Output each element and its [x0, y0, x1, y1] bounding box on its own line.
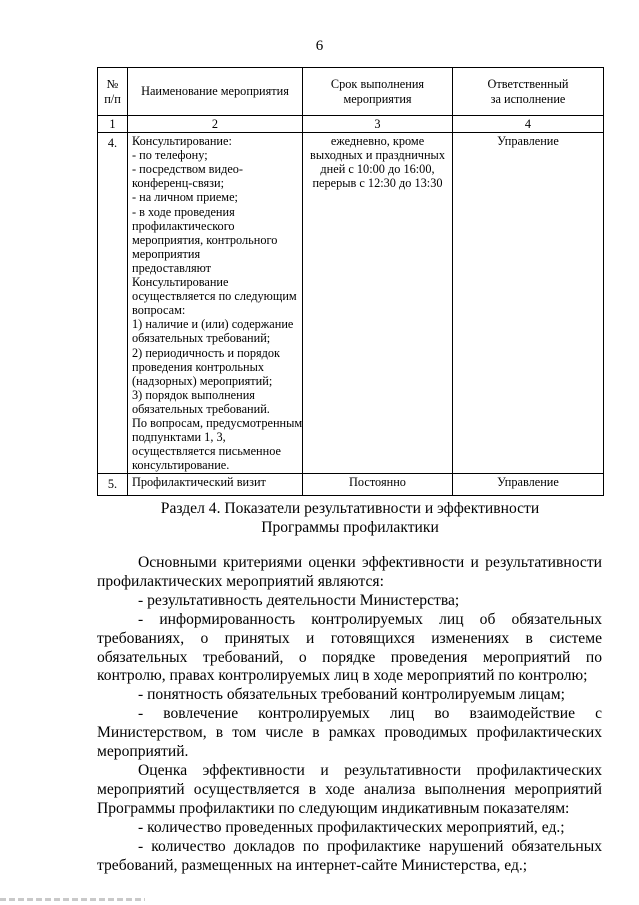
header-responsible-line1: Ответственный — [487, 77, 569, 92]
paragraph: - количество докладов по профилактике нарушений обязательных требований, размещенных на интернет-сайте Министерства, ед.; — [97, 837, 602, 874]
row-name-line: Консультирование — [132, 275, 229, 290]
row-name-line: - по телефону; — [132, 148, 208, 163]
section-title-line2: Программы профилактики — [261, 519, 439, 536]
paragraph: - понятность обязательных требований контролируемым лицам; — [138, 686, 565, 704]
header-num-line2: п/п — [104, 91, 121, 106]
row-name-line: обязательных требований; — [132, 331, 271, 346]
scan-edge-mark — [0, 898, 145, 901]
header-term-line2: мероприятия — [343, 91, 412, 106]
row-name-line: мероприятия, контрольного — [132, 232, 278, 247]
events-table — [97, 67, 604, 496]
table-row — [98, 133, 604, 474]
row-name-line: вопросам: — [132, 303, 186, 318]
header-responsible — [453, 68, 604, 116]
row-name-line: осуществляется письменное — [132, 444, 281, 459]
row-name-line: подпунктами 1, 3, — [132, 430, 226, 445]
column-number: 3 — [303, 116, 453, 133]
row-name-line: Консультирование: — [132, 134, 232, 149]
row-name-line: конференц-связи; — [132, 176, 224, 191]
column-number-row — [98, 116, 604, 133]
row-term-line: выходных и праздничных — [310, 148, 445, 163]
row-number: 4. — [98, 133, 128, 474]
header-term — [303, 68, 453, 116]
column-number: 2 — [128, 116, 303, 133]
row-name-line: 2) периодичность и порядок — [132, 345, 281, 360]
row-name-line: профилактического — [132, 218, 235, 233]
header-num-line1: № — [106, 77, 119, 92]
row-name-line: консультирование. — [132, 458, 230, 473]
row-responsible: Управление — [453, 474, 604, 496]
row-term: Постоянно — [303, 474, 453, 496]
row-name-line: обязательных требований. — [132, 401, 270, 416]
row-term-line: ежедневно, кроме — [330, 134, 425, 149]
row-name-line: (надзорных) мероприятий; — [132, 373, 273, 388]
page-number: 6 — [315, 38, 324, 54]
column-number: 1 — [98, 116, 128, 133]
row-number: 5. — [98, 474, 128, 496]
row-name-line: - в ходе проведения — [132, 204, 235, 219]
row-name-line: - посредством видео- — [132, 162, 244, 177]
section-title — [0, 499, 639, 537]
row-name-line: По вопросам, предусмотренным — [132, 415, 303, 430]
paragraph: - информированность контролируемых лиц об обязательных требованиях, о принятых и готовящихся изменениях в системе обязательных требований, о порядке проведения мероприятий по контролю, правах контролируемых лиц в ходе мероприятий по контролю; — [97, 610, 602, 685]
row-name-line: - на личном приеме; — [132, 190, 238, 205]
paragraph: - вовлечение контролируемых лиц во взаимодействие с Министерством, в том числе в рамках проводимых профилактических мероприятий. — [97, 705, 602, 761]
paragraph: - количество проведенных профилактических мероприятий, ед.; — [138, 818, 565, 836]
row-name-line: 3) порядок выполнения — [132, 387, 255, 402]
header-name: Наименование мероприятия — [128, 68, 303, 116]
paragraph: Оценка эффективности и результативности профилактических мероприятий осуществляется в ходе анализа выполнения мероприятий Программы профилактики по следующим индикативным показателям: — [97, 761, 602, 817]
row-term-line: дней с 10:00 до 16:00, — [320, 162, 435, 177]
row-term — [303, 133, 453, 474]
header-term-line1: Срок выполнения — [330, 77, 425, 92]
header-num — [98, 68, 128, 116]
row-name-line: предоставляют — [132, 260, 212, 275]
row-name-line: мероприятия — [132, 246, 201, 261]
table-row — [98, 474, 604, 496]
header-responsible-line2: за исполнение — [490, 91, 566, 106]
table-header-row — [98, 68, 604, 116]
paragraph: Основными критериями оценки эффективности и результативности профилактических мероприятий являются: — [97, 554, 602, 590]
row-name — [128, 133, 303, 474]
section-title-line1: Раздел 4. Показатели результативности и эффективности — [160, 500, 540, 517]
row-name-line: проведения контрольных — [132, 359, 264, 374]
body-text — [97, 554, 602, 875]
row-responsible: Управление — [453, 133, 604, 474]
row-term-line: перерыв с 12:30 до 13:30 — [312, 176, 443, 191]
paragraph: - результативность деятельности Министерства; — [138, 591, 460, 609]
row-name: Профилактический визит — [128, 474, 303, 496]
column-number: 4 — [453, 116, 604, 133]
row-name-line: 1) наличие и (или) содержание — [132, 317, 294, 332]
row-name-line: осуществляется по следующим — [132, 289, 297, 304]
